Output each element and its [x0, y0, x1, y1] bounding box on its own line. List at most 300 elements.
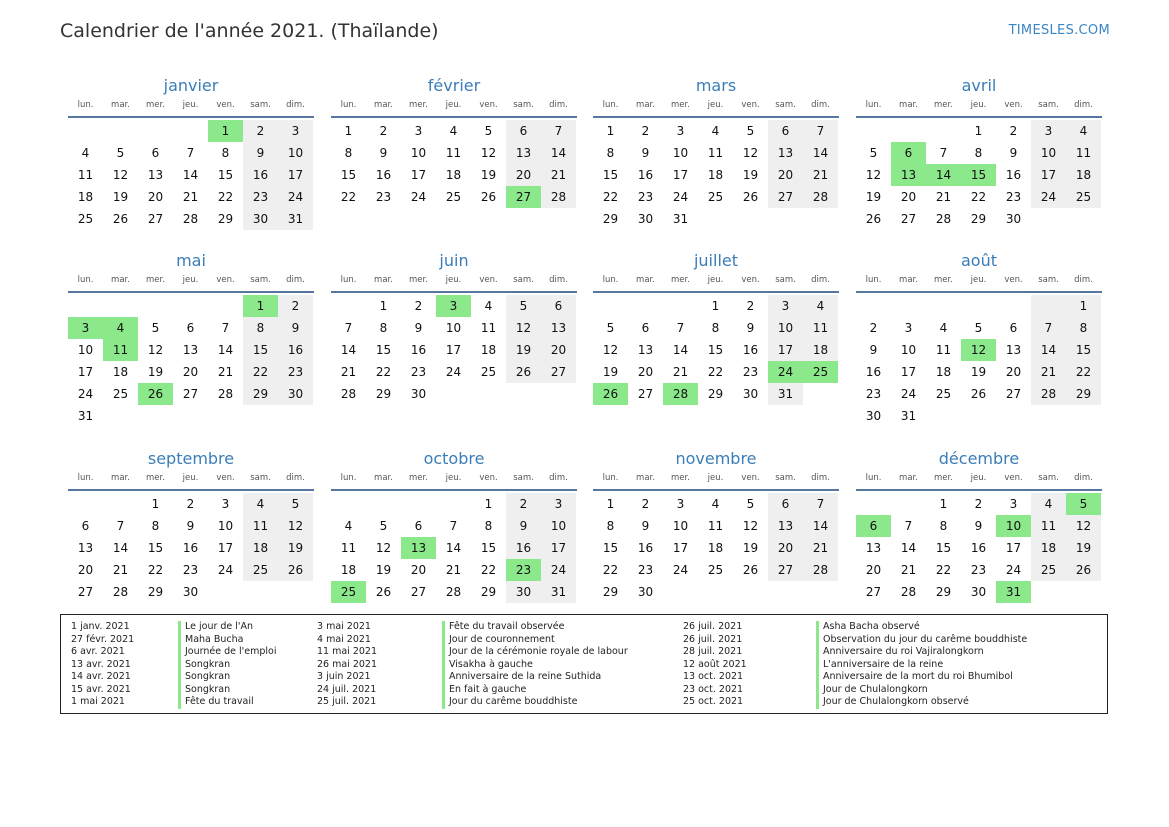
day-cell[interactable]: 3 [904, 321, 913, 335]
day-cell[interactable]: 18 [112, 365, 129, 379]
day-cell[interactable]: 7 [676, 321, 685, 335]
day-cell[interactable]: 19 [112, 190, 129, 204]
day-cell[interactable]: 7 [344, 321, 353, 335]
day-cell[interactable]: 14 [1031, 339, 1066, 361]
day-cell[interactable]: 2 [506, 493, 541, 515]
day-cell[interactable]: 11 [1031, 515, 1066, 537]
day-cell[interactable]: 5 [278, 493, 313, 515]
holiday-day-cell[interactable]: 28 [663, 383, 698, 405]
day-cell[interactable]: 29 [480, 585, 497, 599]
day-cell[interactable]: 3 [1009, 497, 1018, 511]
day-cell[interactable]: 2 [641, 124, 650, 138]
day-cell[interactable]: 5 [484, 124, 493, 138]
day-cell[interactable]: 2 [379, 124, 388, 138]
day-cell[interactable]: 17 [672, 168, 689, 182]
day-cell[interactable]: 21 [900, 563, 917, 577]
day-cell[interactable]: 27 [77, 585, 94, 599]
day-cell[interactable]: 4 [939, 321, 948, 335]
day-cell[interactable]: 2 [641, 497, 650, 511]
day-cell[interactable]: 26 [278, 559, 313, 581]
day-cell[interactable]: 24 [77, 387, 94, 401]
day-cell[interactable]: 28 [803, 186, 838, 208]
day-cell[interactable]: 9 [641, 519, 650, 533]
day-cell[interactable]: 19 [742, 541, 759, 555]
day-cell[interactable]: 7 [541, 120, 576, 142]
day-cell[interactable]: 16 [506, 537, 541, 559]
day-cell[interactable]: 21 [803, 537, 838, 559]
day-cell[interactable]: 6 [768, 493, 803, 515]
day-cell[interactable]: 7 [939, 146, 948, 160]
day-cell[interactable]: 28 [217, 387, 234, 401]
day-cell[interactable]: 19 [742, 168, 759, 182]
day-cell[interactable]: 23 [637, 190, 654, 204]
day-cell[interactable]: 4 [711, 497, 720, 511]
day-cell[interactable]: 29 [147, 585, 164, 599]
holiday-day-cell[interactable]: 6 [856, 515, 891, 537]
day-cell[interactable]: 30 [1005, 212, 1022, 226]
holiday-day-cell[interactable]: 13 [891, 164, 926, 186]
day-cell[interactable]: 1 [344, 124, 353, 138]
day-cell[interactable]: 5 [379, 519, 388, 533]
day-cell[interactable]: 3 [541, 493, 576, 515]
day-cell[interactable]: 8 [711, 321, 720, 335]
day-cell[interactable]: 30 [637, 212, 654, 226]
day-cell[interactable]: 28 [340, 387, 357, 401]
day-cell[interactable]: 26 [742, 563, 759, 577]
day-cell[interactable]: 14 [541, 142, 576, 164]
day-cell[interactable]: 16 [1005, 168, 1022, 182]
holiday-day-cell[interactable]: 24 [768, 361, 803, 383]
day-cell[interactable]: 27 [637, 387, 654, 401]
day-cell[interactable]: 10 [672, 519, 689, 533]
day-cell[interactable]: 13 [182, 343, 199, 357]
day-cell[interactable]: 18 [707, 541, 724, 555]
holiday-day-cell[interactable]: 23 [506, 559, 541, 581]
day-cell[interactable]: 24 [445, 365, 462, 379]
day-cell[interactable]: 25 [445, 190, 462, 204]
day-cell[interactable]: 30 [278, 383, 313, 405]
day-cell[interactable]: 14 [112, 541, 129, 555]
day-cell[interactable]: 13 [768, 142, 803, 164]
day-cell[interactable]: 2 [746, 299, 755, 313]
day-cell[interactable]: 11 [707, 519, 724, 533]
day-cell[interactable]: 4 [344, 519, 353, 533]
day-cell[interactable]: 31 [900, 409, 917, 423]
day-cell[interactable]: 30 [865, 409, 882, 423]
day-cell[interactable]: 15 [707, 343, 724, 357]
day-cell[interactable]: 10 [278, 142, 313, 164]
day-cell[interactable]: 14 [182, 168, 199, 182]
day-cell[interactable]: 1 [379, 299, 388, 313]
day-cell[interactable]: 9 [506, 515, 541, 537]
day-cell[interactable]: 16 [243, 164, 278, 186]
day-cell[interactable]: 9 [278, 317, 313, 339]
day-cell[interactable]: 24 [410, 190, 427, 204]
day-cell[interactable]: 3 [221, 497, 230, 511]
day-cell[interactable]: 20 [865, 563, 882, 577]
day-cell[interactable]: 28 [541, 186, 576, 208]
day-cell[interactable]: 9 [746, 321, 755, 335]
day-cell[interactable]: 15 [602, 541, 619, 555]
day-cell[interactable]: 2 [243, 120, 278, 142]
day-cell[interactable]: 19 [970, 365, 987, 379]
day-cell[interactable]: 9 [869, 343, 878, 357]
day-cell[interactable]: 18 [803, 339, 838, 361]
day-cell[interactable]: 29 [375, 387, 392, 401]
day-cell[interactable]: 29 [243, 383, 278, 405]
day-cell[interactable]: 22 [970, 190, 987, 204]
day-cell[interactable]: 19 [278, 537, 313, 559]
day-cell[interactable]: 14 [217, 343, 234, 357]
day-cell[interactable]: 1 [1066, 295, 1101, 317]
day-cell[interactable]: 21 [803, 164, 838, 186]
day-cell[interactable]: 6 [506, 120, 541, 142]
day-cell[interactable]: 30 [182, 585, 199, 599]
day-cell[interactable]: 30 [410, 387, 427, 401]
day-cell[interactable]: 8 [344, 146, 353, 160]
day-cell[interactable]: 30 [742, 387, 759, 401]
day-cell[interactable]: 23 [278, 361, 313, 383]
day-cell[interactable]: 22 [707, 365, 724, 379]
day-cell[interactable]: 11 [77, 168, 94, 182]
day-cell[interactable]: 26 [112, 212, 129, 226]
day-cell[interactable]: 10 [1031, 142, 1066, 164]
day-cell[interactable]: 6 [81, 519, 90, 533]
day-cell[interactable]: 12 [112, 168, 129, 182]
day-cell[interactable]: 2 [186, 497, 195, 511]
day-cell[interactable]: 17 [445, 343, 462, 357]
day-cell[interactable]: 8 [606, 519, 615, 533]
holiday-day-cell[interactable]: 25 [803, 361, 838, 383]
day-cell[interactable]: 28 [1031, 383, 1066, 405]
day-cell[interactable]: 1 [939, 497, 948, 511]
day-cell[interactable]: 22 [243, 361, 278, 383]
day-cell[interactable]: 5 [746, 497, 755, 511]
day-cell[interactable]: 12 [742, 519, 759, 533]
day-cell[interactable]: 29 [1066, 383, 1101, 405]
day-cell[interactable]: 10 [445, 321, 462, 335]
day-cell[interactable]: 4 [449, 124, 458, 138]
day-cell[interactable]: 14 [445, 541, 462, 555]
holiday-day-cell[interactable]: 3 [436, 295, 471, 317]
day-cell[interactable]: 19 [506, 339, 541, 361]
day-cell[interactable]: 31 [541, 581, 576, 603]
day-cell[interactable]: 4 [484, 299, 493, 313]
day-cell[interactable]: 5 [746, 124, 755, 138]
day-cell[interactable]: 22 [147, 563, 164, 577]
day-cell[interactable]: 11 [340, 541, 357, 555]
day-cell[interactable]: 2 [1009, 124, 1018, 138]
holiday-day-cell[interactable]: 6 [891, 142, 926, 164]
day-cell[interactable]: 17 [77, 365, 94, 379]
day-cell[interactable]: 1 [151, 497, 160, 511]
day-cell[interactable]: 26 [506, 361, 541, 383]
day-cell[interactable]: 16 [865, 365, 882, 379]
day-cell[interactable]: 8 [379, 321, 388, 335]
day-cell[interactable]: 24 [541, 559, 576, 581]
day-cell[interactable]: 7 [186, 146, 195, 160]
day-cell[interactable]: 15 [243, 339, 278, 361]
day-cell[interactable]: 5 [606, 321, 615, 335]
day-cell[interactable]: 20 [182, 365, 199, 379]
day-cell[interactable]: 1 [484, 497, 493, 511]
day-cell[interactable]: 11 [445, 146, 462, 160]
day-cell[interactable]: 19 [480, 168, 497, 182]
day-cell[interactable]: 9 [414, 321, 423, 335]
holiday-day-cell[interactable]: 25 [331, 581, 366, 603]
day-cell[interactable]: 24 [672, 563, 689, 577]
day-cell[interactable]: 13 [637, 343, 654, 357]
day-cell[interactable]: 27 [865, 585, 882, 599]
day-cell[interactable]: 28 [935, 212, 952, 226]
day-cell[interactable]: 14 [803, 142, 838, 164]
day-cell[interactable]: 18 [1066, 164, 1101, 186]
day-cell[interactable]: 4 [803, 295, 838, 317]
day-cell[interactable]: 3 [414, 124, 423, 138]
day-cell[interactable]: 10 [410, 146, 427, 160]
day-cell[interactable]: 8 [939, 519, 948, 533]
day-cell[interactable]: 15 [217, 168, 234, 182]
day-cell[interactable]: 2 [414, 299, 423, 313]
day-cell[interactable]: 11 [803, 317, 838, 339]
day-cell[interactable]: 21 [445, 563, 462, 577]
day-cell[interactable]: 18 [1031, 537, 1066, 559]
day-cell[interactable]: 23 [243, 186, 278, 208]
holiday-day-cell[interactable]: 4 [103, 317, 138, 339]
day-cell[interactable]: 16 [182, 541, 199, 555]
day-cell[interactable]: 9 [186, 519, 195, 533]
day-cell[interactable]: 20 [1005, 365, 1022, 379]
day-cell[interactable]: 14 [803, 515, 838, 537]
day-cell[interactable]: 23 [375, 190, 392, 204]
day-cell[interactable]: 18 [707, 168, 724, 182]
day-cell[interactable]: 20 [77, 563, 94, 577]
day-cell[interactable]: 16 [637, 541, 654, 555]
day-cell[interactable]: 25 [707, 563, 724, 577]
day-cell[interactable]: 17 [541, 537, 576, 559]
day-cell[interactable]: 18 [480, 343, 497, 357]
day-cell[interactable]: 18 [77, 190, 94, 204]
holiday-day-cell[interactable]: 27 [506, 186, 541, 208]
day-cell[interactable]: 31 [672, 212, 689, 226]
day-cell[interactable]: 3 [278, 120, 313, 142]
day-cell[interactable]: 16 [970, 541, 987, 555]
day-cell[interactable]: 20 [506, 164, 541, 186]
day-cell[interactable]: 8 [1066, 317, 1101, 339]
day-cell[interactable]: 21 [217, 365, 234, 379]
day-cell[interactable]: 18 [935, 365, 952, 379]
day-cell[interactable]: 13 [768, 515, 803, 537]
day-cell[interactable]: 18 [340, 563, 357, 577]
day-cell[interactable]: 25 [707, 190, 724, 204]
day-cell[interactable]: 25 [77, 212, 94, 226]
day-cell[interactable]: 20 [768, 164, 803, 186]
day-cell[interactable]: 15 [602, 168, 619, 182]
day-cell[interactable]: 24 [1031, 186, 1066, 208]
day-cell[interactable]: 23 [1005, 190, 1022, 204]
day-cell[interactable]: 7 [803, 120, 838, 142]
day-cell[interactable]: 30 [506, 581, 541, 603]
day-cell[interactable]: 12 [480, 146, 497, 160]
day-cell[interactable]: 4 [1031, 493, 1066, 515]
day-cell[interactable]: 25 [243, 559, 278, 581]
day-cell[interactable]: 8 [243, 317, 278, 339]
holiday-day-cell[interactable]: 14 [926, 164, 961, 186]
day-cell[interactable]: 6 [768, 120, 803, 142]
day-cell[interactable]: 19 [602, 365, 619, 379]
day-cell[interactable]: 29 [935, 585, 952, 599]
day-cell[interactable]: 12 [147, 343, 164, 357]
day-cell[interactable]: 7 [904, 519, 913, 533]
holiday-day-cell[interactable]: 5 [1066, 493, 1101, 515]
day-cell[interactable]: 11 [480, 321, 497, 335]
day-cell[interactable]: 3 [1031, 120, 1066, 142]
day-cell[interactable]: 20 [147, 190, 164, 204]
day-cell[interactable]: 7 [221, 321, 230, 335]
day-cell[interactable]: 22 [935, 563, 952, 577]
day-cell[interactable]: 13 [865, 541, 882, 555]
day-cell[interactable]: 18 [243, 537, 278, 559]
day-cell[interactable]: 27 [147, 212, 164, 226]
day-cell[interactable]: 12 [506, 317, 541, 339]
day-cell[interactable]: 24 [217, 563, 234, 577]
day-cell[interactable]: 23 [742, 365, 759, 379]
day-cell[interactable]: 2 [278, 295, 313, 317]
day-cell[interactable]: 11 [1066, 142, 1101, 164]
day-cell[interactable]: 14 [672, 343, 689, 357]
day-cell[interactable]: 15 [375, 343, 392, 357]
day-cell[interactable]: 13 [506, 142, 541, 164]
day-cell[interactable]: 2 [869, 321, 878, 335]
day-cell[interactable]: 21 [182, 190, 199, 204]
day-cell[interactable]: 9 [1009, 146, 1018, 160]
day-cell[interactable]: 17 [768, 339, 803, 361]
day-cell[interactable]: 1 [711, 299, 720, 313]
day-cell[interactable]: 27 [768, 186, 803, 208]
day-cell[interactable]: 20 [410, 563, 427, 577]
day-cell[interactable]: 27 [182, 387, 199, 401]
day-cell[interactable]: 12 [375, 541, 392, 555]
day-cell[interactable]: 23 [637, 563, 654, 577]
brand-link[interactable]: TIMESLES.COM [1008, 23, 1110, 38]
day-cell[interactable]: 20 [900, 190, 917, 204]
day-cell[interactable]: 5 [974, 321, 983, 335]
day-cell[interactable]: 21 [672, 365, 689, 379]
day-cell[interactable]: 4 [1066, 120, 1101, 142]
day-cell[interactable]: 29 [602, 212, 619, 226]
day-cell[interactable]: 27 [410, 585, 427, 599]
day-cell[interactable]: 17 [217, 541, 234, 555]
day-cell[interactable]: 19 [865, 190, 882, 204]
day-cell[interactable]: 25 [1031, 559, 1066, 581]
day-cell[interactable]: 6 [641, 321, 650, 335]
day-cell[interactable]: 26 [865, 212, 882, 226]
day-cell[interactable]: 6 [186, 321, 195, 335]
day-cell[interactable]: 26 [970, 387, 987, 401]
day-cell[interactable]: 9 [379, 146, 388, 160]
day-cell[interactable]: 10 [217, 519, 234, 533]
day-cell[interactable]: 21 [1031, 361, 1066, 383]
day-cell[interactable]: 9 [243, 142, 278, 164]
day-cell[interactable]: 13 [1005, 343, 1022, 357]
day-cell[interactable]: 22 [480, 563, 497, 577]
day-cell[interactable]: 24 [672, 190, 689, 204]
day-cell[interactable]: 30 [970, 585, 987, 599]
holiday-day-cell[interactable]: 26 [138, 383, 173, 405]
day-cell[interactable]: 31 [768, 383, 803, 405]
day-cell[interactable]: 9 [974, 519, 983, 533]
day-cell[interactable]: 10 [672, 146, 689, 160]
day-cell[interactable]: 5 [116, 146, 125, 160]
day-cell[interactable]: 24 [278, 186, 313, 208]
day-cell[interactable]: 27 [900, 212, 917, 226]
day-cell[interactable]: 29 [707, 387, 724, 401]
day-cell[interactable]: 23 [970, 563, 987, 577]
day-cell[interactable]: 14 [900, 541, 917, 555]
day-cell[interactable]: 4 [81, 146, 90, 160]
holiday-day-cell[interactable]: 10 [996, 515, 1031, 537]
day-cell[interactable]: 2 [974, 497, 983, 511]
day-cell[interactable]: 19 [375, 563, 392, 577]
day-cell[interactable]: 22 [1066, 361, 1101, 383]
day-cell[interactable]: 31 [278, 208, 313, 230]
day-cell[interactable]: 22 [375, 365, 392, 379]
day-cell[interactable]: 10 [768, 317, 803, 339]
day-cell[interactable]: 30 [243, 208, 278, 230]
day-cell[interactable]: 7 [116, 519, 125, 533]
day-cell[interactable]: 6 [1009, 321, 1018, 335]
day-cell[interactable]: 1 [606, 124, 615, 138]
day-cell[interactable]: 12 [278, 515, 313, 537]
day-cell[interactable]: 11 [243, 515, 278, 537]
day-cell[interactable]: 28 [112, 585, 129, 599]
day-cell[interactable]: 17 [410, 168, 427, 182]
day-cell[interactable]: 17 [278, 164, 313, 186]
day-cell[interactable]: 27 [541, 361, 576, 383]
day-cell[interactable]: 27 [1005, 387, 1022, 401]
day-cell[interactable]: 7 [449, 519, 458, 533]
day-cell[interactable]: 20 [637, 365, 654, 379]
day-cell[interactable]: 15 [935, 541, 952, 555]
holiday-day-cell[interactable]: 15 [961, 164, 996, 186]
day-cell[interactable]: 25 [1066, 186, 1101, 208]
day-cell[interactable]: 26 [375, 585, 392, 599]
day-cell[interactable]: 21 [340, 365, 357, 379]
day-cell[interactable]: 19 [147, 365, 164, 379]
day-cell[interactable]: 11 [707, 146, 724, 160]
day-cell[interactable]: 3 [676, 124, 685, 138]
day-cell[interactable]: 22 [217, 190, 234, 204]
day-cell[interactable]: 29 [970, 212, 987, 226]
day-cell[interactable]: 16 [278, 339, 313, 361]
holiday-day-cell[interactable]: 12 [961, 339, 996, 361]
holiday-day-cell[interactable]: 3 [68, 317, 103, 339]
day-cell[interactable]: 28 [182, 212, 199, 226]
day-cell[interactable]: 17 [1031, 164, 1066, 186]
day-cell[interactable]: 15 [340, 168, 357, 182]
day-cell[interactable]: 16 [637, 168, 654, 182]
day-cell[interactable]: 24 [900, 387, 917, 401]
day-cell[interactable]: 13 [77, 541, 94, 555]
day-cell[interactable]: 8 [606, 146, 615, 160]
day-cell[interactable]: 28 [900, 585, 917, 599]
day-cell[interactable]: 29 [602, 585, 619, 599]
day-cell[interactable]: 15 [147, 541, 164, 555]
day-cell[interactable]: 22 [602, 563, 619, 577]
day-cell[interactable]: 11 [935, 343, 952, 357]
day-cell[interactable]: 25 [112, 387, 129, 401]
day-cell[interactable]: 23 [182, 563, 199, 577]
